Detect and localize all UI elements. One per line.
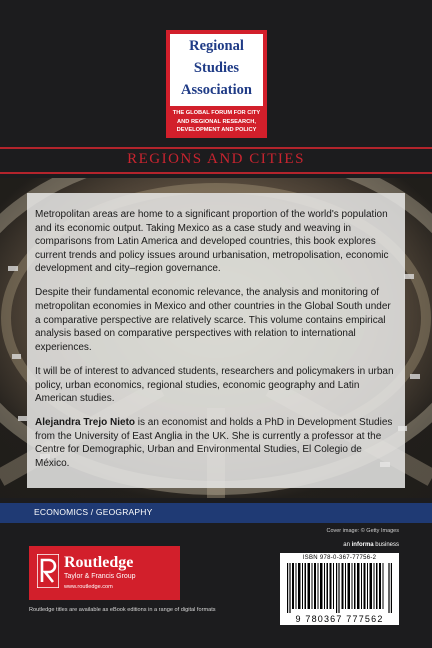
- informa-suffix: business: [373, 542, 399, 548]
- publisher-url: www.routledge.com: [64, 584, 113, 590]
- barcode-number: 9 780367 777562: [295, 614, 384, 624]
- author-bio: [35, 416, 395, 470]
- rsa-logo-title-panel: [170, 34, 263, 106]
- rsa-tagline-line: AND REGIONAL RESEARCH,: [177, 118, 256, 125]
- rsa-tagline-line: DEVELOPMENT AND POLICY: [176, 127, 257, 134]
- routledge-logo: [29, 546, 180, 600]
- author-name: Alejandra Trejo Nieto: [35, 417, 136, 429]
- rsa-logo-title: [170, 35, 263, 101]
- subject-bar: [0, 503, 432, 523]
- series-title: REGIONS AND CITIES: [127, 151, 305, 167]
- rsa-tagline-line: THE GLOBAL FORUM FOR CITY: [172, 110, 261, 116]
- routledge-r-icon: [37, 554, 59, 588]
- isbn-barcode: [280, 553, 399, 625]
- subject-label: ECONOMICS / GEOGRAPHY: [34, 507, 153, 517]
- rsa-tagline: [170, 109, 263, 135]
- isbn-label: ISBN 978-0-367-77756-2: [302, 555, 377, 561]
- blurb-paragraph: Despite their fundamental economic relevance, the analysis and monitoring of metropolitan economies in Mexico and other countries in the Global South under a comparative perspective are relatively scarce. This volume contains empirical analysis based on comparative perspectives with relation to international experiences.: [35, 287, 391, 353]
- blurb-text: [35, 208, 395, 481]
- series-rule-bottom: [0, 172, 432, 174]
- informa-prefix: an: [343, 542, 352, 548]
- series-rule-top: [0, 147, 432, 149]
- informa-brand: informa: [351, 542, 374, 548]
- image-credit: Cover image: © Getty Images: [326, 528, 399, 534]
- rsa-title-line: Studies: [193, 60, 240, 76]
- barcode-bars: [287, 563, 392, 613]
- publisher-group: Taylor & Francis Group: [64, 573, 136, 580]
- blurb-paragraph: It will be of interest to advanced students, researchers and policymakers in urban policy, urban economics, regional studies, economic geography and Latin American studies.: [35, 365, 394, 405]
- rsa-title-line: Association: [181, 82, 252, 98]
- author-bio-text: is an economist and holds a PhD in Development Studies from the University of East Anglia in the UK. She is currently a professor at the Centre for Demographic, Urban and Environmental Studies, El Colegio de México.: [35, 417, 393, 469]
- ebook-note: Routledge titles are available as eBook editions in a range of digital formats: [29, 607, 216, 613]
- blurb-paragraph: Metropolitan areas are home to a significant proportion of the world's population and its economic output. Taking Mexico as a case study and weaving in comparisons from Latin America and developed countries, this book explores current trends and policy issues around urbanisation, metropolisation, economic development and city–region governance.: [35, 209, 389, 275]
- rsa-title-line: Regional: [189, 38, 244, 54]
- publisher-name: Routledge: [64, 554, 134, 571]
- informa-business: [343, 542, 399, 548]
- rsa-logo: [166, 30, 267, 138]
